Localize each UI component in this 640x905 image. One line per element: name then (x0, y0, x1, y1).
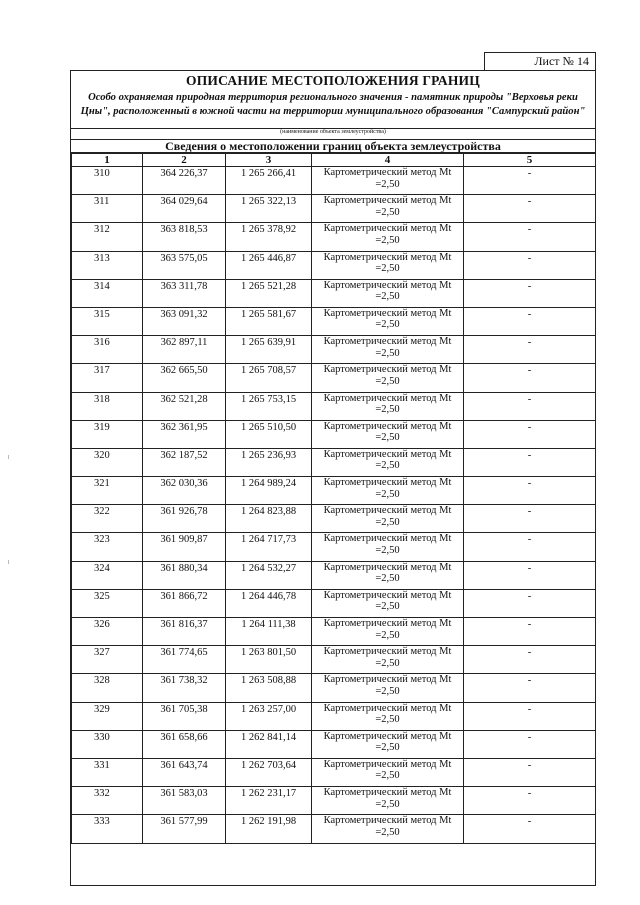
point-number: 314 (72, 279, 143, 307)
coordinate-x: 363 091,32 (143, 307, 226, 335)
coordinate-x: 363 818,53 (143, 223, 226, 251)
method-cell (312, 251, 464, 279)
method-cell (312, 787, 464, 815)
point-number: 324 (72, 561, 143, 589)
method-text: Картометрический метод Mt (323, 477, 452, 489)
method-accuracy: =2,50 (375, 516, 400, 528)
coordinate-y: 1 265 753,15 (226, 392, 312, 420)
method-accuracy: =2,50 (375, 347, 400, 359)
table-row (72, 618, 596, 646)
method-text: Картометрический метод Mt (323, 730, 452, 742)
method-cell (312, 533, 464, 561)
method-accuracy: =2,50 (375, 263, 400, 275)
method-accuracy: =2,50 (375, 488, 400, 500)
table-row (72, 815, 596, 843)
point-number: 310 (72, 167, 143, 195)
table-row (72, 279, 596, 307)
coordinate-x: 362 665,50 (143, 364, 226, 392)
sheet-number: Лист № 14 (534, 54, 589, 68)
point-number: 332 (72, 787, 143, 815)
method-accuracy: =2,50 (375, 770, 400, 782)
method-cell (312, 420, 464, 448)
note-cell: - (464, 787, 596, 815)
note-cell: - (464, 336, 596, 364)
coordinate-y: 1 265 521,28 (226, 279, 312, 307)
column-header: 3 (226, 154, 312, 167)
table-row (72, 448, 596, 476)
coordinate-x: 361 643,74 (143, 758, 226, 786)
note-cell: - (464, 505, 596, 533)
coordinate-y: 1 264 989,24 (226, 477, 312, 505)
method-cell (312, 336, 464, 364)
method-cell (312, 279, 464, 307)
sheet-number-box (484, 52, 596, 70)
table-row (72, 392, 596, 420)
note-cell: - (464, 307, 596, 335)
note-cell: - (464, 392, 596, 420)
point-number: 320 (72, 448, 143, 476)
method-cell (312, 195, 464, 223)
column-header: 1 (72, 154, 143, 167)
method-cell (312, 646, 464, 674)
table-row (72, 420, 596, 448)
note-cell: - (464, 223, 596, 251)
coordinate-x: 361 926,78 (143, 505, 226, 533)
method-text: Картометрический метод Mt (323, 420, 452, 432)
coordinate-x: 361 705,38 (143, 702, 226, 730)
section-title: Сведения о местоположении границ объекта землеустройства (71, 139, 595, 153)
table-row (72, 533, 596, 561)
point-number: 322 (72, 505, 143, 533)
method-text: Картометрический метод Mt (323, 448, 452, 460)
coordinate-y: 1 265 510,50 (226, 420, 312, 448)
method-cell (312, 730, 464, 758)
note-cell: - (464, 589, 596, 617)
method-cell (312, 477, 464, 505)
method-accuracy: =2,50 (375, 234, 400, 246)
point-number: 326 (72, 618, 143, 646)
column-header: 4 (312, 154, 464, 167)
method-text: Картометрический метод Mt (323, 251, 452, 263)
method-cell (312, 674, 464, 702)
method-text: Картометрический метод Mt (323, 618, 452, 629)
method-text: Картометрический метод Mt (323, 758, 452, 770)
table-row (72, 477, 596, 505)
coordinate-x: 361 658,66 (143, 730, 226, 758)
note-cell: - (464, 618, 596, 646)
coordinate-y: 1 265 708,57 (226, 364, 312, 392)
method-text: Картометрический метод Mt (323, 392, 452, 404)
table-row (72, 561, 596, 589)
method-text: Картометрический метод Mt (323, 307, 452, 319)
method-accuracy: =2,50 (375, 573, 400, 585)
method-text: Картометрический метод Mt (323, 815, 452, 827)
coordinate-y: 1 265 266,41 (226, 167, 312, 195)
method-accuracy: =2,50 (375, 798, 400, 810)
method-accuracy: =2,50 (375, 714, 400, 726)
column-header: 5 (464, 154, 596, 167)
method-cell (312, 364, 464, 392)
note-cell: - (464, 702, 596, 730)
point-number: 318 (72, 392, 143, 420)
coordinate-x: 362 361,95 (143, 420, 226, 448)
point-number: 333 (72, 815, 143, 843)
point-number: 323 (72, 533, 143, 561)
table-row (72, 505, 596, 533)
coordinate-x: 362 521,28 (143, 392, 226, 420)
point-number: 329 (72, 702, 143, 730)
point-number: 316 (72, 336, 143, 364)
table-row (72, 758, 596, 786)
table-row (72, 646, 596, 674)
method-cell (312, 448, 464, 476)
method-accuracy: =2,50 (375, 657, 400, 669)
coordinate-x: 362 187,52 (143, 448, 226, 476)
coordinate-x: 363 311,78 (143, 279, 226, 307)
coordinate-x: 361 577,99 (143, 815, 226, 843)
point-number: 325 (72, 589, 143, 617)
method-accuracy: =2,50 (375, 685, 400, 697)
point-number: 317 (72, 364, 143, 392)
coordinate-y: 1 262 841,14 (226, 730, 312, 758)
note-cell: - (464, 420, 596, 448)
method-cell (312, 561, 464, 589)
coordinate-y: 1 265 639,91 (226, 336, 312, 364)
coordinate-x: 361 774,65 (143, 646, 226, 674)
coordinate-y: 1 263 801,50 (226, 646, 312, 674)
note-cell: - (464, 251, 596, 279)
point-number: 330 (72, 730, 143, 758)
table-row (72, 787, 596, 815)
method-cell (312, 589, 464, 617)
coordinate-y: 1 262 231,17 (226, 787, 312, 815)
note-cell: - (464, 561, 596, 589)
method-accuracy: =2,50 (375, 460, 400, 472)
note-cell: - (464, 815, 596, 843)
method-text: Картометрический метод Mt (323, 364, 452, 376)
method-cell (312, 307, 464, 335)
method-text: Картометрический метод Mt (323, 702, 452, 714)
coordinate-y: 1 263 508,88 (226, 674, 312, 702)
coordinate-x: 361 866,72 (143, 589, 226, 617)
method-accuracy: =2,50 (375, 319, 400, 331)
method-accuracy: =2,50 (375, 544, 400, 556)
object-caption: (наименование объекта землеустройства) (280, 129, 386, 135)
method-cell (312, 223, 464, 251)
table-row (72, 195, 596, 223)
method-text: Картометрический метод Mt (323, 561, 452, 573)
method-text: Картометрический метод Mt (323, 674, 452, 686)
note-cell: - (464, 279, 596, 307)
table-row (72, 336, 596, 364)
method-accuracy: =2,50 (375, 404, 400, 415)
point-number: 312 (72, 223, 143, 251)
table-row (72, 589, 596, 617)
table-row (72, 730, 596, 758)
coordinate-y: 1 264 823,88 (226, 505, 312, 533)
table-row (72, 307, 596, 335)
method-text: Картометрический метод Mt (323, 167, 452, 178)
coordinate-y: 1 263 257,00 (226, 702, 312, 730)
method-accuracy: =2,50 (375, 206, 400, 218)
table-header-row (72, 154, 596, 167)
point-number: 328 (72, 674, 143, 702)
object-name: Особо охраняемая природная территория регионального значения - памятник природы "Верховья реки Цны", расположенный в южной части на территории муниципального образования "Сампурский район" (80, 92, 586, 117)
boundary-table (71, 153, 596, 844)
point-number: 321 (72, 477, 143, 505)
point-number: 319 (72, 420, 143, 448)
point-number: 315 (72, 307, 143, 335)
coordinate-x: 364 226,37 (143, 167, 226, 195)
coordinate-x: 363 575,05 (143, 251, 226, 279)
coordinate-y: 1 264 717,73 (226, 533, 312, 561)
method-accuracy: =2,50 (375, 178, 400, 190)
point-number: 327 (72, 646, 143, 674)
note-cell: - (464, 364, 596, 392)
note-cell: - (464, 167, 596, 195)
method-cell (312, 505, 464, 533)
note-cell: - (464, 195, 596, 223)
point-number: 331 (72, 758, 143, 786)
coordinate-x: 361 880,34 (143, 561, 226, 589)
method-accuracy: =2,50 (375, 432, 400, 444)
margin-mark (8, 455, 9, 459)
document-title: ОПИСАНИЕ МЕСТОПОЛОЖЕНИЯ ГРАНИЦ (186, 73, 480, 88)
table-body (72, 167, 596, 844)
method-accuracy: =2,50 (375, 629, 400, 641)
method-accuracy: =2,50 (375, 375, 400, 387)
coordinate-x: 361 816,37 (143, 618, 226, 646)
method-cell (312, 815, 464, 843)
table-row (72, 702, 596, 730)
method-cell (312, 392, 464, 420)
margin-mark (8, 560, 9, 564)
method-text: Картометрический метод Mt (323, 279, 452, 291)
coordinate-y: 1 265 322,13 (226, 195, 312, 223)
method-text: Картометрический метод Mt (323, 505, 452, 517)
coordinate-y: 1 264 532,27 (226, 561, 312, 589)
note-cell: - (464, 758, 596, 786)
coordinate-x: 364 029,64 (143, 195, 226, 223)
method-accuracy: =2,50 (375, 826, 400, 838)
method-cell (312, 167, 464, 195)
coordinate-y: 1 265 446,87 (226, 251, 312, 279)
coordinate-y: 1 262 703,64 (226, 758, 312, 786)
note-cell: - (464, 448, 596, 476)
coordinate-x: 362 897,11 (143, 336, 226, 364)
coordinate-x: 361 583,03 (143, 787, 226, 815)
note-cell: - (464, 674, 596, 702)
coordinate-x: 361 738,32 (143, 674, 226, 702)
method-accuracy: =2,50 (375, 601, 400, 613)
note-cell: - (464, 730, 596, 758)
method-cell (312, 618, 464, 646)
method-text: Картометрический метод Mt (323, 336, 452, 348)
method-text: Картометрический метод Mt (323, 646, 452, 658)
method-accuracy: =2,50 (375, 742, 400, 754)
coordinate-y: 1 264 111,38 (226, 618, 312, 646)
document-frame (70, 70, 596, 886)
point-number: 313 (72, 251, 143, 279)
note-cell: - (464, 533, 596, 561)
table-row (72, 251, 596, 279)
coordinate-y: 1 265 378,92 (226, 223, 312, 251)
note-cell: - (464, 477, 596, 505)
table-row (72, 167, 596, 195)
method-text: Картометрический метод Mt (323, 533, 452, 545)
column-header: 2 (143, 154, 226, 167)
coordinate-x: 362 030,36 (143, 477, 226, 505)
note-cell: - (464, 646, 596, 674)
method-text: Картометрический метод Mt (323, 195, 452, 207)
coordinate-x: 361 909,87 (143, 533, 226, 561)
point-number: 311 (72, 195, 143, 223)
coordinate-y: 1 265 581,67 (226, 307, 312, 335)
coordinate-y: 1 265 236,93 (226, 448, 312, 476)
method-text: Картометрический метод Mt (323, 787, 452, 799)
method-cell (312, 758, 464, 786)
table-row (72, 364, 596, 392)
coordinate-y: 1 264 446,78 (226, 589, 312, 617)
method-cell (312, 702, 464, 730)
table-row (72, 223, 596, 251)
coordinate-y: 1 262 191,98 (226, 815, 312, 843)
table-row (72, 674, 596, 702)
method-text: Картометрический метод Mt (323, 589, 452, 601)
method-text: Картометрический метод Mt (323, 223, 452, 235)
method-accuracy: =2,50 (375, 291, 400, 303)
